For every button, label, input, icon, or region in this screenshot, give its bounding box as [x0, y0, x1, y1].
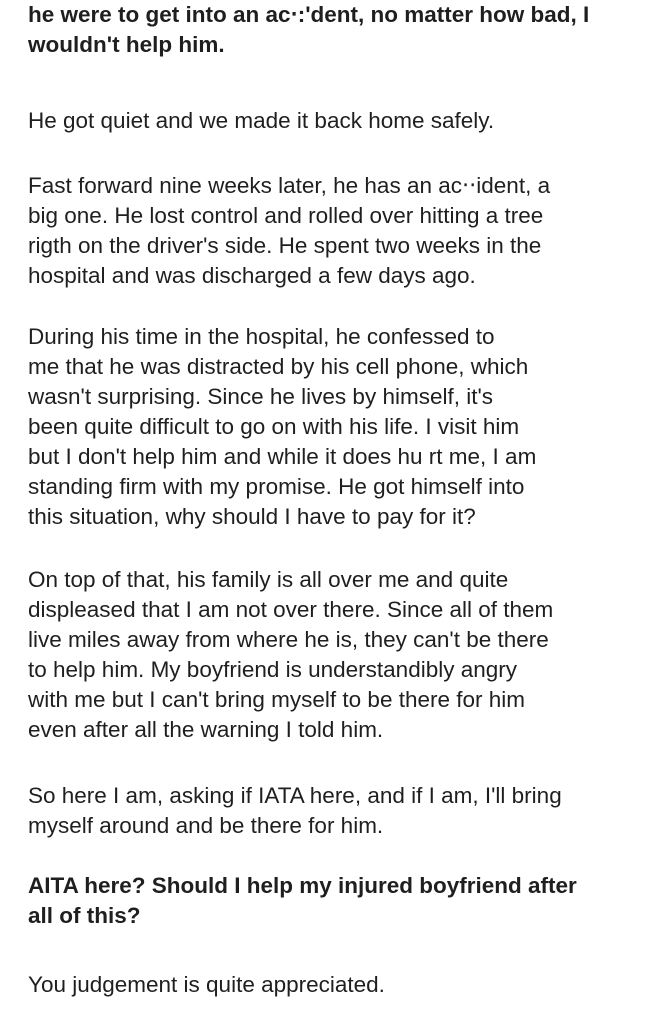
paragraph-hospital-confession: During his time in the hospital, he confessed to me that he was distracted by his cell phone, which wasn't surprising. Since he lives by himself, it's been quite difficult to go on with his life. I visit him but I don't help him and while it does hu rt me, I am standing firm with my promise. He got himself into this situation, why should I have to pay for it? [28, 324, 537, 529]
paragraph-closing: You judgement is quite appreciated. [28, 972, 385, 997]
paragraph-aita-question: AITA here? Should I help my injured boyfriend after all of this? [28, 873, 577, 928]
paragraph-promise: he were to get into an ac‧:'dent, no matter how bad, I wouldn't help him. [28, 2, 590, 57]
paragraph-home-safely: He got quiet and we made it back home safely. [28, 108, 495, 133]
paragraph-family: On top of that, his family is all over me and quite displeased that I am not over there. Since all of them live miles away from where he is, they can't be there to help him. My boyfriend is understandibly angry with me but I can't bring myself to be there for him even after all the warning I told him. [28, 567, 554, 742]
paragraph-asking: So here I am, asking if IATA here, and if I am, I'll bring myself around and be there for him. [28, 783, 562, 838]
paragraph-accident: Fast forward nine weeks later, he has an ac‧‧ident, a big one. He lost control and rolled over hitting a tree rigth on the driver's side. He spent two weeks in the hospital and was discharged a few days ago. [28, 173, 551, 288]
